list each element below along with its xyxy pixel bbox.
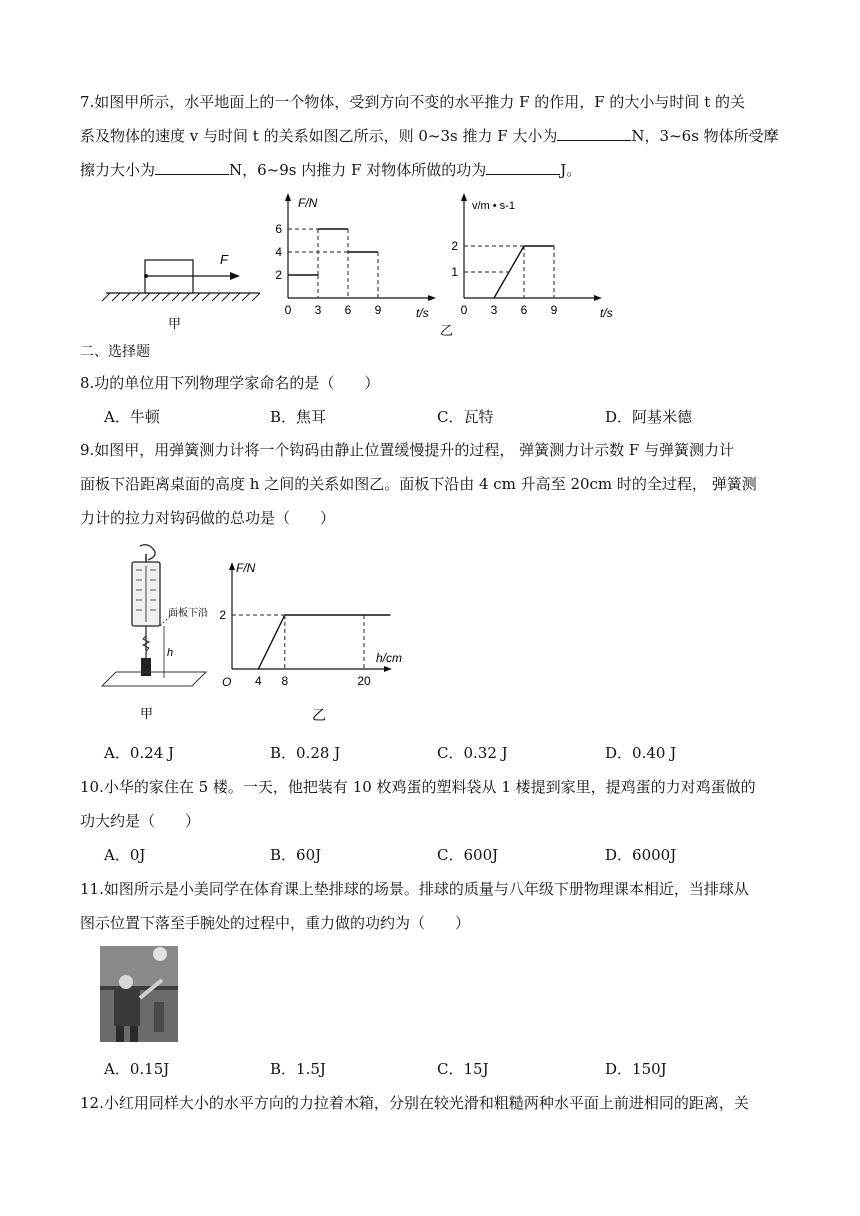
q10-option-c[interactable]: C．600J <box>437 846 499 864</box>
x-axis-arrow <box>594 295 602 301</box>
q9-option-a[interactable]: A．0.24 J <box>104 744 175 762</box>
ft-xtick: 0 <box>284 303 292 317</box>
q7-line2 <box>80 126 779 146</box>
ground-hatching <box>102 293 260 301</box>
fh-xtick: 20 <box>357 674 371 688</box>
x-axis-arrow <box>428 295 436 301</box>
volleyball-photo <box>100 946 178 1042</box>
q10-option-b[interactable]: B．60J <box>270 846 322 864</box>
q8-stem: 8.功的单位用下列物理学家命名的是（ ） <box>80 374 380 392</box>
ft-ylabel: F/N <box>298 196 318 210</box>
q9-line2: 面板下沿距离桌面的高度 h 之间的关系如图乙。面板下沿由 4 cm 升高至 20cm 时的全过程， 弹簧测 <box>80 475 757 493</box>
q7-vt-chart <box>440 185 628 343</box>
y-axis-arrow <box>285 193 291 201</box>
vt-xtick: 0 <box>460 303 468 317</box>
q7-blank-3[interactable] <box>486 160 560 175</box>
q7-line3-mid: N，6~9s 内推力 F 对物体所做的功为 <box>229 161 487 179</box>
q11-option-b[interactable]: B．1.5J <box>270 1060 326 1078</box>
q7-line2-tail: N，3~6s 物体所受摩 <box>631 127 779 145</box>
section-heading: 二、选择题 <box>80 344 150 360</box>
panel-label: 面板下沿 <box>168 608 208 619</box>
q11-option-d[interactable]: D．150J <box>605 1060 667 1078</box>
q7-blank-1[interactable] <box>557 126 631 141</box>
caption-jia-9: 甲 <box>140 706 154 721</box>
y-axis-arrow <box>461 193 467 201</box>
vt-xtick: 9 <box>550 303 558 317</box>
q7-line3 <box>80 160 581 180</box>
q10-option-a[interactable]: A．0J <box>104 846 146 864</box>
ft-xtick: 3 <box>314 303 322 317</box>
hook-weight <box>141 658 151 676</box>
q10-option-d[interactable]: D．6000J <box>605 846 677 864</box>
fh-ytick: 2 <box>219 608 226 622</box>
x-axis-arrow <box>384 666 392 672</box>
fh-ylabel: F/N <box>236 561 256 575</box>
q9-option-b[interactable]: B．0.28 J <box>270 744 341 762</box>
q7-blank-2[interactable] <box>155 160 229 175</box>
q7-line3-text: 擦力大小为 <box>80 161 156 179</box>
q10-line1: 10.小华的家住在 5 楼。一天，他把装有 10 枚鸡蛋的塑料袋从 1 楼提到家里，提鸡蛋的力对鸡蛋做的 <box>80 778 756 796</box>
q9-line3: 力计的拉力对钩码做的总功是（ ） <box>80 509 336 527</box>
q12-line1: 12.小红用同样大小的水平方向的力拉着木箱，分别在较光滑和粗糙两种水平面上前进相同的距离，关 <box>80 1094 749 1112</box>
q11-option-c[interactable]: C．15J <box>437 1060 489 1078</box>
q7-line3-tail: J。 <box>560 161 582 179</box>
hand-icon <box>140 545 155 560</box>
q8-option-c[interactable]: C．瓦特 <box>437 408 494 426</box>
vt-ytick: 1 <box>451 265 458 279</box>
vt-xlabel: t/s <box>600 306 613 320</box>
q11-option-a[interactable]: A．0.15J <box>104 1060 170 1078</box>
ft-xtick: 9 <box>374 303 382 317</box>
ft-ytick: 4 <box>275 245 282 259</box>
q9-option-c[interactable]: C．0.32 J <box>437 744 508 762</box>
fh-xtick: 8 <box>281 674 289 688</box>
q9-fh-chart <box>210 552 425 727</box>
ft-ytick: 2 <box>275 268 282 282</box>
q7-line1: 7.如图甲所示，水平地面上的一个物体，受到方向不变的水平推力 F 的作用，F 的大小与时间 t 的关 <box>80 93 745 111</box>
q8-option-d[interactable]: D．阿基米德 <box>605 408 693 426</box>
q11-line1: 11.如图所示是小美同学在体育课上垫排球的场景。排球的质量与八年级下册物理课本相近，当排球从 <box>80 880 749 898</box>
y-axis-arrow <box>229 562 235 570</box>
q9-line1: 9.如图甲，用弹簧测力计将一个钩码由静止位置缓慢提升的过程， 弹簧测力计示数 F 与弹簧测力计 <box>80 441 735 459</box>
fh-segment-rise <box>258 615 284 669</box>
q7-line2-text: 系及物体的速度 v 与时间 t 的关系如图乙所示，则 0~3s 推力 F 大小为 <box>80 127 558 145</box>
volleyball <box>153 947 167 961</box>
fh-xtick: 4 <box>255 674 262 688</box>
ft-ytick: 6 <box>275 222 282 236</box>
q11-line2: 图示位置下落至手腕处的过程中，重力做的功约为（ ） <box>80 914 471 932</box>
ft-xlabel: t/s <box>416 306 429 320</box>
q7-ft-chart <box>270 185 450 325</box>
caption-yi-9: 乙 <box>312 707 326 723</box>
h-label: h <box>167 647 174 659</box>
caption-jia: 甲 <box>168 316 182 331</box>
vt-ytick: 2 <box>451 239 458 253</box>
fh-origin: O <box>222 675 232 689</box>
force-label: F <box>220 252 228 267</box>
table-surface <box>102 672 206 686</box>
q8-option-b[interactable]: B．焦耳 <box>270 408 327 426</box>
fh-xlabel: h/cm <box>376 651 403 665</box>
q7-figure-jia <box>98 240 268 340</box>
q10-line2: 功大约是（ ） <box>80 812 201 830</box>
vt-xtick: 6 <box>520 303 528 317</box>
q9-option-d[interactable]: D．0.40 J <box>605 744 677 762</box>
q8-option-a[interactable]: A．牛顿 <box>104 408 160 426</box>
caption-yi: 乙 <box>440 323 454 338</box>
ft-xtick: 6 <box>344 303 352 317</box>
vt-ylabel: v/m • s-1 <box>472 200 515 212</box>
vt-xtick: 3 <box>490 303 498 317</box>
volleyball-scene <box>100 946 178 1042</box>
q9-figure-jia <box>98 540 208 725</box>
